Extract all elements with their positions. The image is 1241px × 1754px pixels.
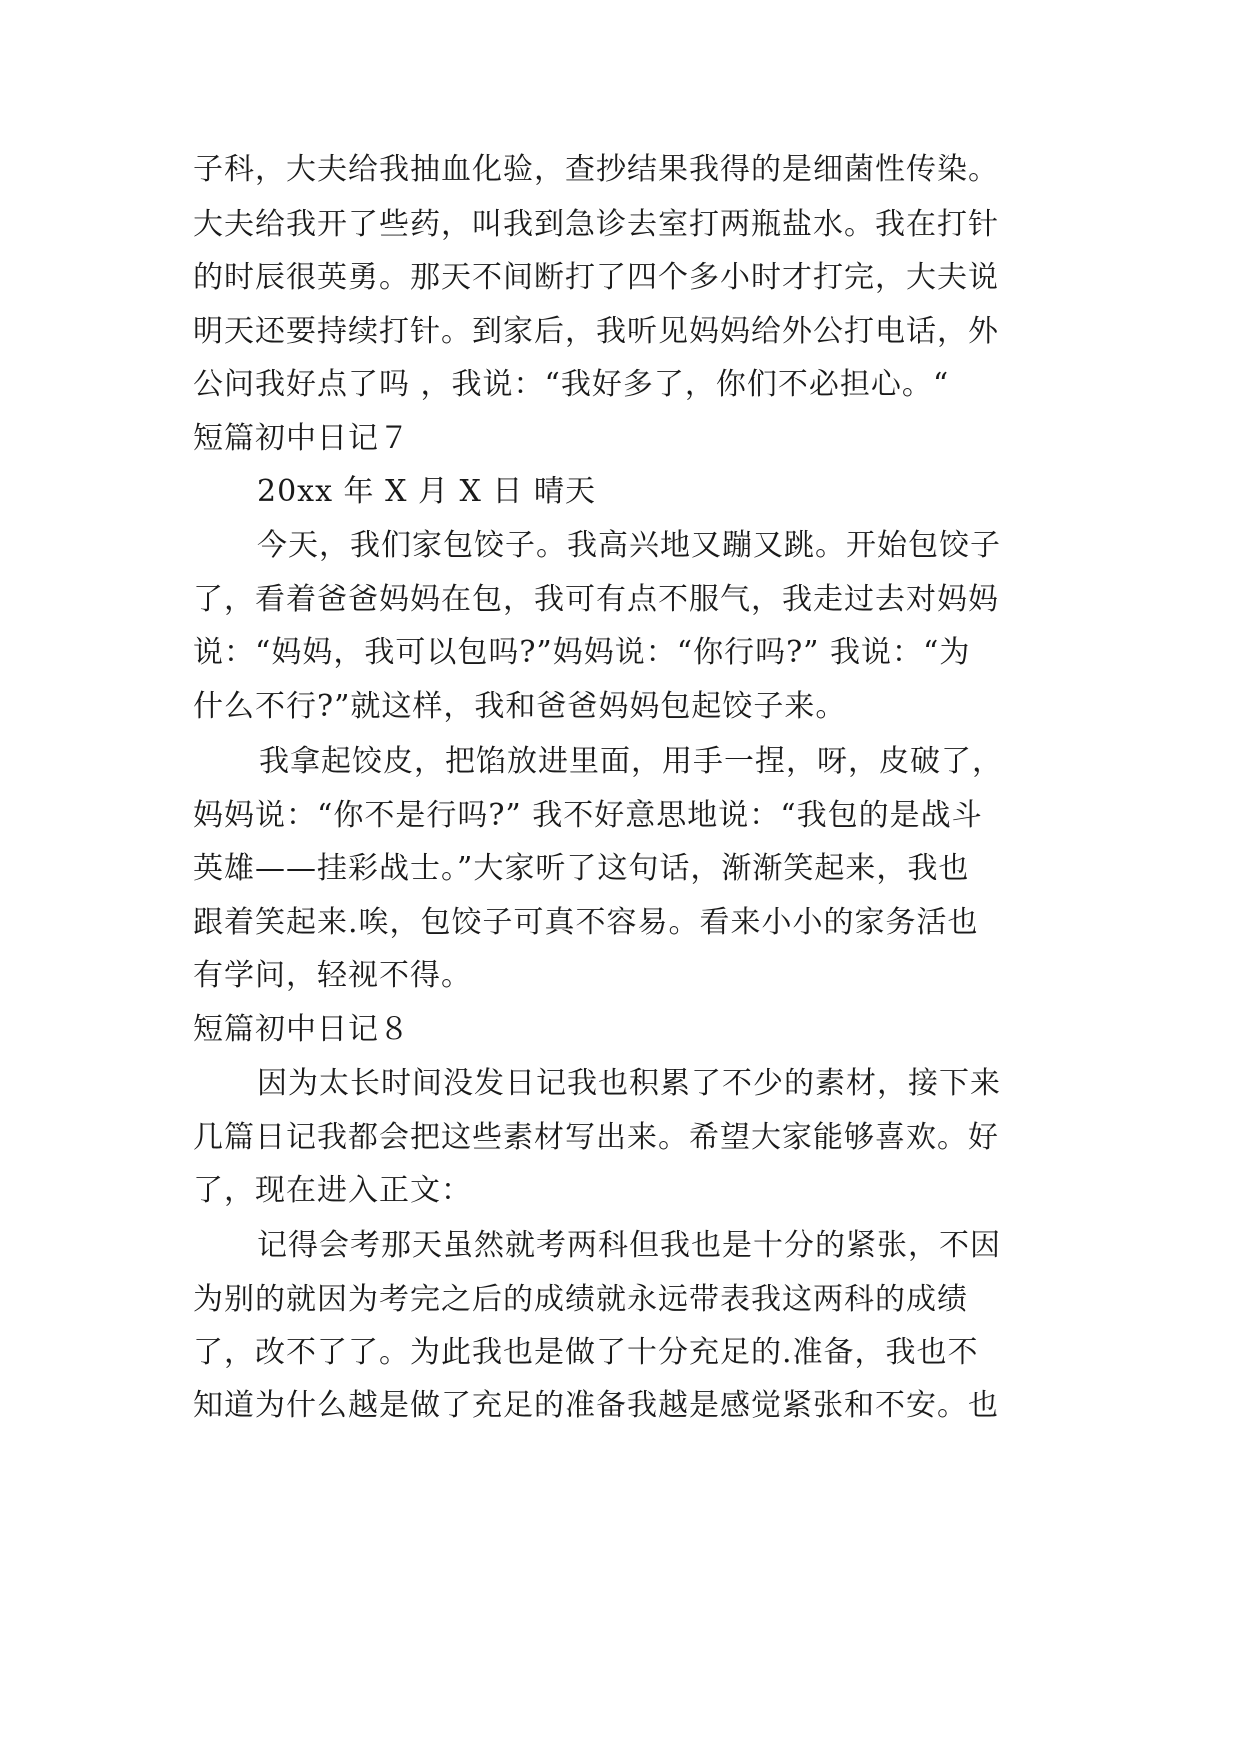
text-line: 明天还要持续打针。到家后，我听见妈妈给外公打电话，外: [193, 314, 999, 349]
text-line: 子科，大夫给我抽血化验，查抄结果我得的是细菌性传染。: [193, 152, 999, 187]
section-heading-8: 短篇初中日记８: [193, 1012, 410, 1047]
text-line: 的时辰很英勇。那天不间断打了四个多小时才打完，大夫说: [193, 260, 999, 295]
text-line: 英雄——挂彩战士。”大家听了这句话，渐渐笑起来，我也: [193, 851, 970, 886]
text-line: 说：“妈妈，我可以包吗?”妈妈说：“你行吗?” 我说：“为: [193, 635, 971, 670]
text-line: 了，改不了了。为此我也是做了十分充足的.准备，我也不: [193, 1335, 979, 1370]
text-line: 我拿起饺皮，把馅放进里面，用手一捏，呀，皮破了，: [259, 744, 1003, 779]
text-line: 记得会考那天虽然就考两科但我也是十分的紧张，不因: [257, 1228, 1001, 1263]
text-line: 因为太长时间没发日记我也积累了不少的素材，接下来: [257, 1066, 1001, 1101]
text-line: 了，看着爸爸妈妈在包，我可有点不服气，我走过去对妈妈: [193, 582, 999, 617]
text-line: 大夫给我开了些药，叫我到急诊去室打两瓶盐水。我在打针: [193, 207, 999, 242]
text-line: 什么不行?”就这样，我和爸爸妈妈包起饺子来。: [193, 689, 847, 724]
text-line: 几篇日记我都会把这些素材写出来。希望大家能够喜欢。好: [193, 1120, 999, 1155]
text-line: 有学问，轻视不得。: [193, 958, 472, 993]
section-heading-7: 短篇初中日记７: [193, 421, 410, 456]
text-line: 为别的就因为考完之后的成绩就永远带表我这两科的成绩: [193, 1282, 968, 1317]
text-line: 今天，我们家包饺子。我高兴地又蹦又跳。开始包饺子: [257, 528, 1001, 563]
text-line: 跟着笑起来.唉，包饺子可真不容易。看来小小的家务活也: [193, 905, 979, 940]
text-line: 公问我好点了吗 ，我说：“我好多了，你们不必担心。“: [193, 367, 950, 402]
text-line: 妈妈说：“你不是行吗?” 我不好意思地说：“我包的是战斗: [193, 798, 983, 833]
text-line: 知道为什么越是做了充足的准备我越是感觉紧张和不安。也: [193, 1388, 999, 1423]
diary-date: 20xx 年 X 月 X 日 晴天: [257, 474, 596, 509]
text-line: 了，现在进入正文：: [193, 1173, 472, 1208]
